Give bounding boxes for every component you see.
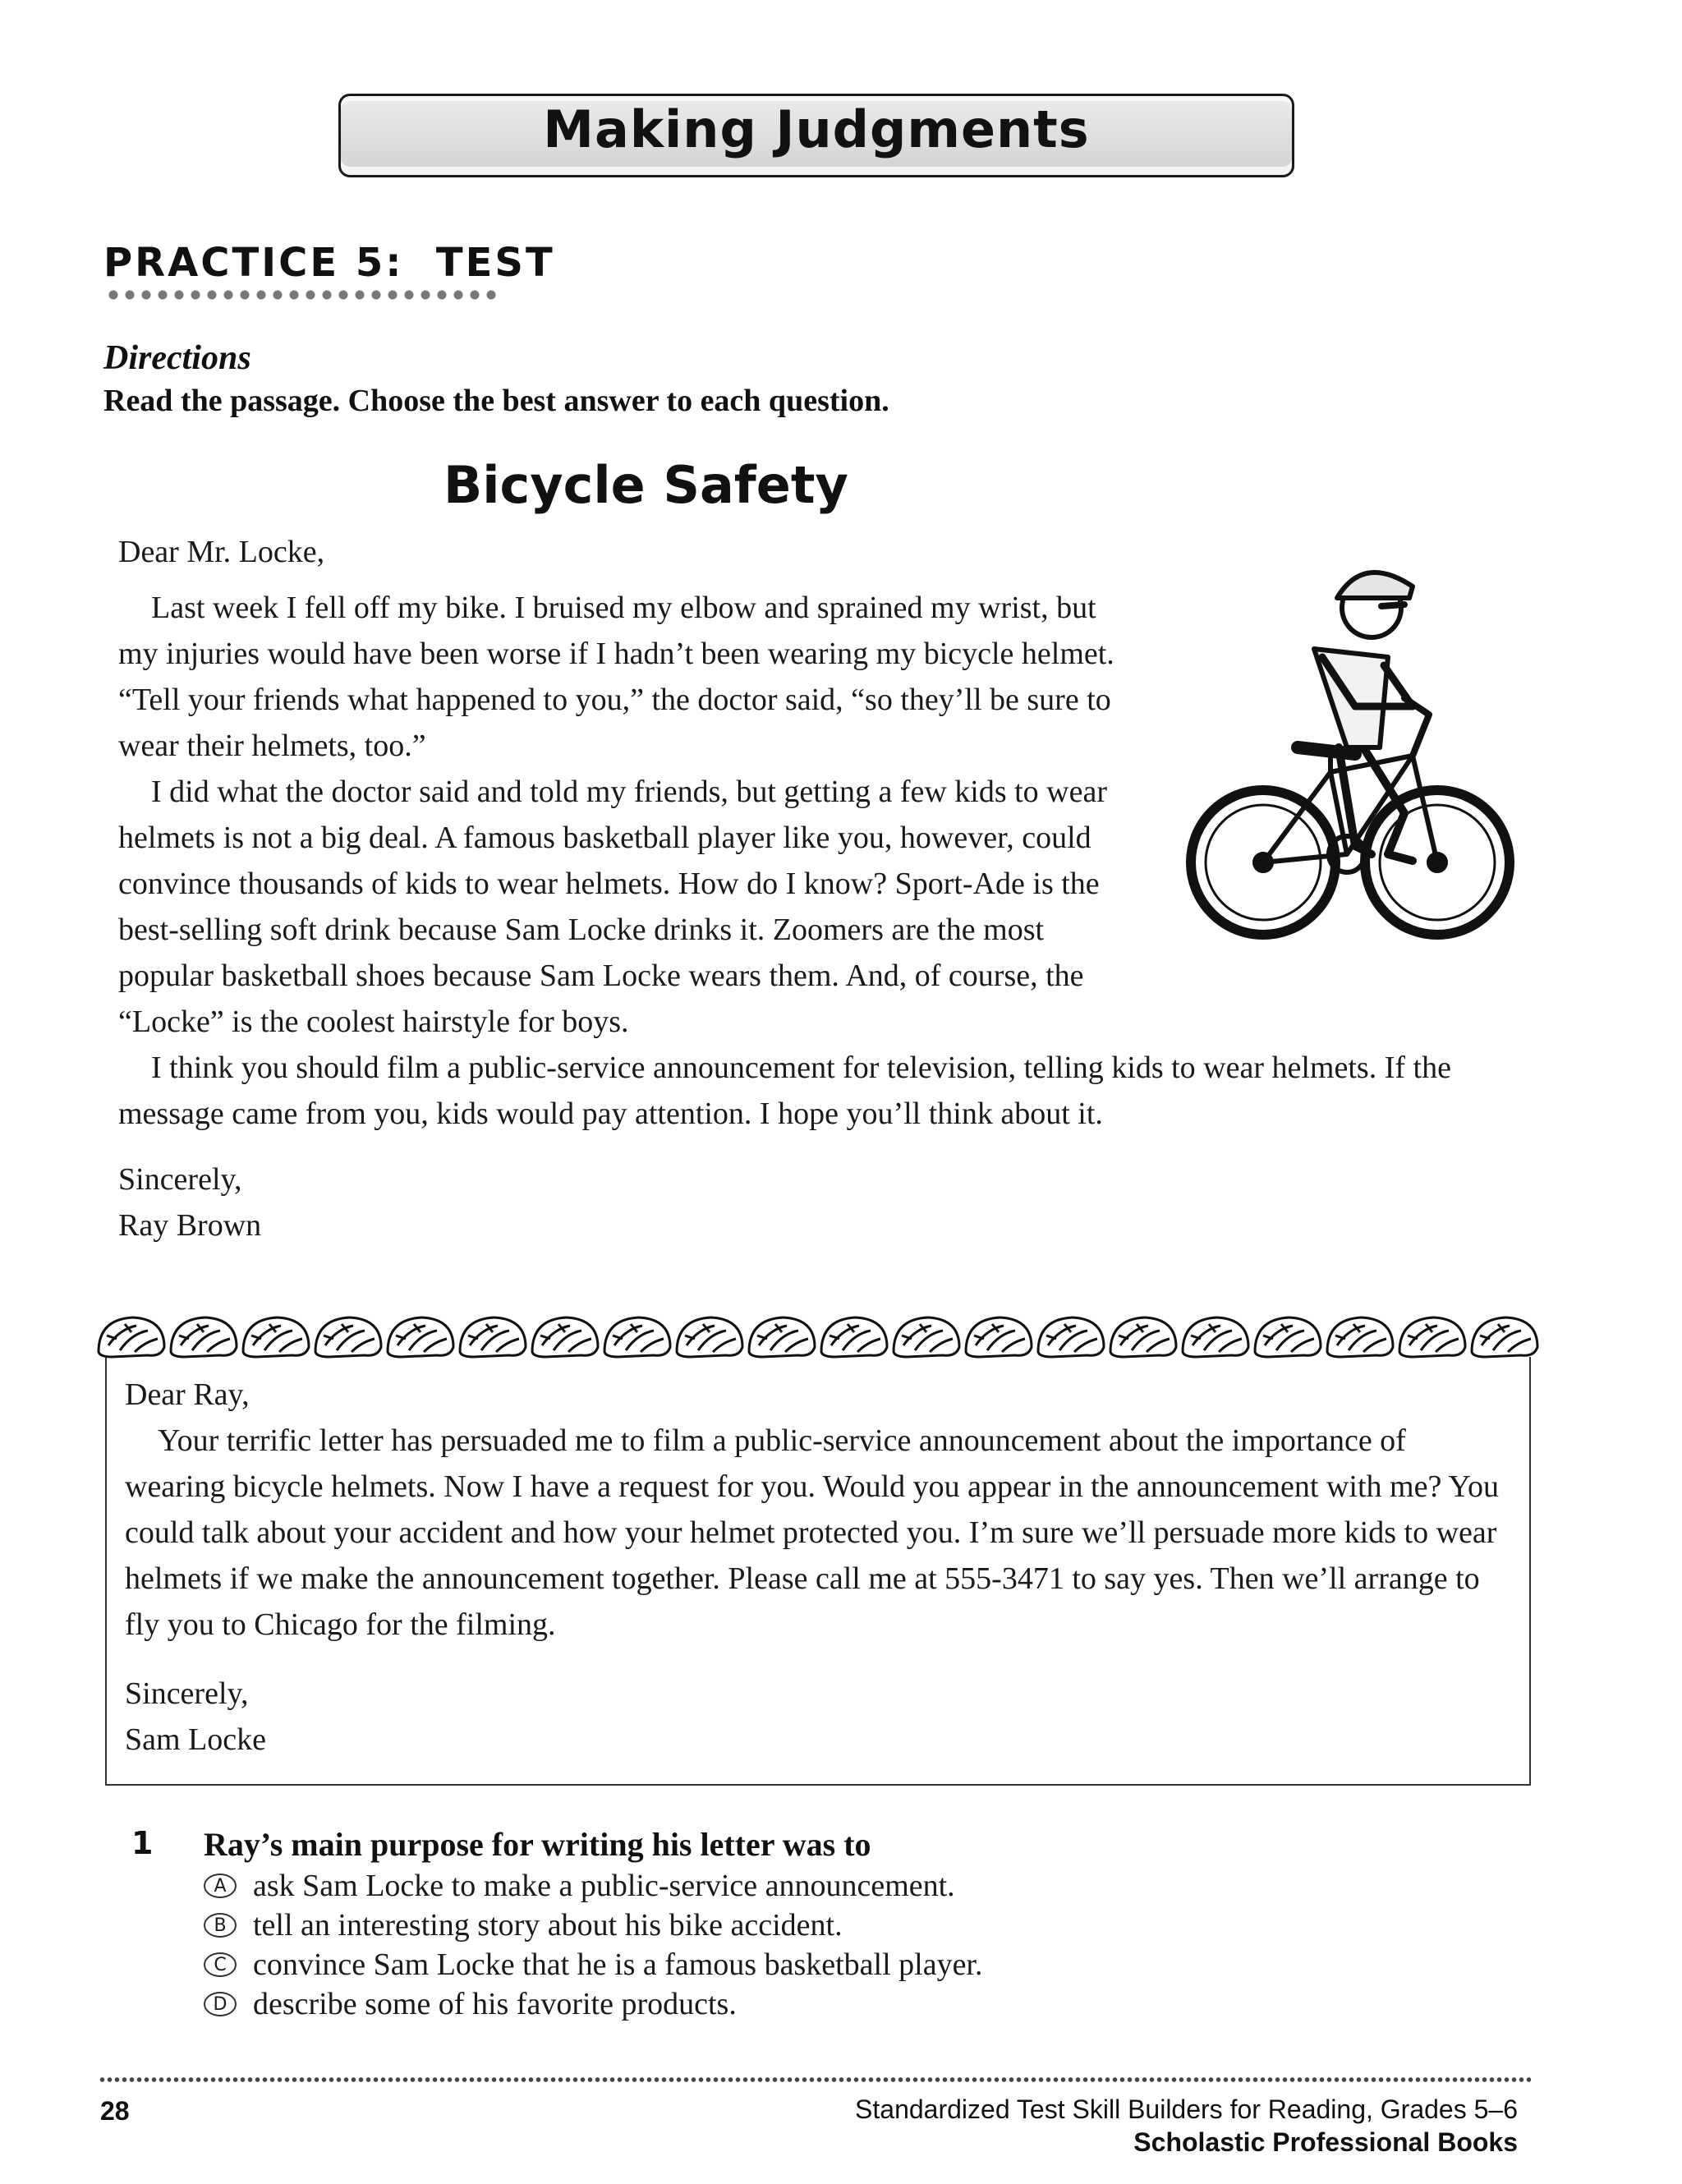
bicycle-helmet-icon: [677, 1317, 742, 1357]
letter-to-ray: [125, 1372, 1513, 1648]
bicycle-helmet-icon: [460, 1317, 526, 1357]
bicycle-helmet-icon: [749, 1317, 815, 1357]
letter2-paragraph: Your terrific letter has persuaded me to film a public-service announcement about the importance of wearing bicycle helmets. Now I have a request for you. Would you appear in the announcement with me? You could talk about your accident and how your helmet protected you. I’m sure we’ll persuade more kids to wear helmets if we make the announcement together. Please call me at 555-3471 to say yes. Then we’ll arrange to fly you to Chicago for the filming.: [125, 1423, 1500, 1642]
answer-text: ask Sam Locke to make a public-service announcement.: [253, 1869, 955, 1903]
answer-text: describe some of his favorite products.: [253, 1987, 737, 2021]
answer-bubble[interactable]: C: [204, 1952, 237, 1977]
bicycle-helmet-icon: [966, 1317, 1032, 1357]
letter2-greeting: Dear Ray,: [125, 1377, 250, 1412]
book-title: Standardized Test Skill Builders for Reading, Grades 5–6: [855, 2094, 1518, 2124]
answer-bubble[interactable]: D: [204, 1992, 237, 2016]
answer-bubble[interactable]: A: [204, 1874, 237, 1898]
letter2-closing: Sincerely,: [125, 1676, 249, 1711]
practice-heading: PRACTICE 5: TEST: [103, 240, 555, 286]
bicycle-helmet-icon: [821, 1317, 887, 1357]
bicycle-helmet-icon: [243, 1317, 309, 1357]
letter1-closing: Sincerely,: [118, 1162, 242, 1197]
question-stem: Ray’s main purpose for writing his letter was to: [204, 1826, 871, 1863]
bicycle-helmet-icon: [1399, 1317, 1465, 1357]
answer-text: convince Sam Locke that he is a famous basketball player.: [253, 1947, 983, 1982]
helmet-border: [95, 1311, 1541, 1363]
bicycle-helmet-icon: [388, 1317, 453, 1357]
answer-bubble[interactable]: B: [204, 1913, 237, 1938]
page-number: 28: [100, 2096, 130, 2126]
letter2-signature: Sam Locke: [125, 1722, 267, 1757]
title-banner: [338, 94, 1294, 177]
answer-option-a[interactable]: [204, 1866, 983, 1906]
answer-option-c[interactable]: [204, 1945, 983, 1984]
letter1-paragraph: Last week I fell off my bike. I bruised my elbow and sprained my wrist, but my injuries would have been worse if I hadn’t been wearing my bicycle helmet. “Tell your friends what happened to you,” the doctor said, “so they’ll be sure to wear their helmets, too.”: [118, 591, 1114, 763]
publisher: Scholastic Professional Books: [1133, 2127, 1518, 2157]
illustration-space: [1137, 529, 1523, 956]
letter-to-locke: [118, 529, 1523, 1137]
letter1-paragraph: I did what the doctor said and told my friends, but getting a few kids to wear helmets is not a big deal. A famous basketball player like you, however, could convince thousands of kids to wear helmets. How do I know? Sport-Ade is the best-selling soft drink because Sam Locke drinks it. Zoomers are the most popular basketball shoes because Sam Locke wears them. And, of course, the “Locke” is the coolest hairstyle for boys.: [118, 775, 1108, 1039]
bicycle-helmet-icon: [99, 1317, 164, 1357]
page-title: Making Judgments: [543, 99, 1090, 159]
bicycle-helmet-icon: [532, 1317, 598, 1357]
letter1-signature: Ray Brown: [118, 1208, 262, 1243]
directions-text: Read the passage. Choose the best answer to each question.: [103, 384, 889, 418]
dotted-underline: [105, 289, 496, 301]
answer-option-b[interactable]: [204, 1906, 983, 1945]
answer-options: [204, 1866, 983, 2024]
bicycle-helmet-icon: [1110, 1317, 1176, 1357]
bicycle-helmet-icon: [1472, 1317, 1537, 1357]
bicycle-helmet-icon: [315, 1317, 381, 1357]
letter2-closing-block: [125, 1671, 266, 1763]
letter1-paragraph: I think you should film a public-service announcement for television, telling kids to wear helmets. If the message came from you, kids would pay attention. I hope you’ll think about it.: [118, 1051, 1451, 1131]
bicycle-helmet-icon: [1038, 1317, 1104, 1357]
answer-text: tell an interesting story about his bike accident.: [253, 1908, 843, 1943]
answer-option-d[interactable]: [204, 1984, 983, 2024]
letter1-closing-block: [118, 1156, 261, 1248]
directions-label: Directions: [103, 339, 251, 377]
letter1-greeting: Dear Mr. Locke,: [118, 535, 325, 569]
bicycle-helmet-icon: [1327, 1317, 1393, 1357]
bicycle-helmet-icon: [1255, 1317, 1321, 1357]
bicycle-helmet-icon: [171, 1317, 237, 1357]
book-credit: [855, 2093, 1518, 2159]
bicycle-helmet-icon: [1183, 1317, 1248, 1357]
bicycle-helmet-icon: [894, 1317, 959, 1357]
footer-divider: [99, 2076, 1531, 2083]
story-title: Bicycle Safety: [443, 455, 848, 515]
bicycle-helmet-icon: [604, 1317, 670, 1357]
question-number: 1: [131, 1825, 154, 1861]
